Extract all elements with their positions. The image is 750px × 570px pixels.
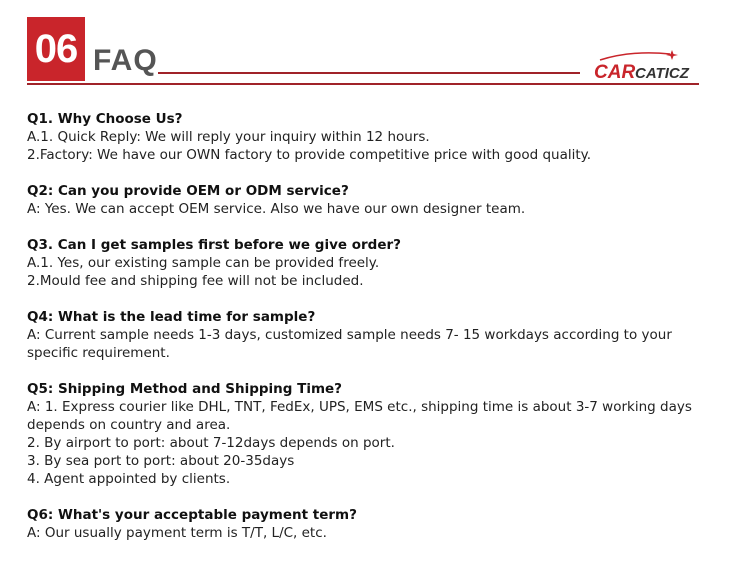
- logo-text-car: CAR: [594, 62, 636, 83]
- faq-answer: A.1. Quick Reply: We will reply your inquiry within 12 hours.: [27, 129, 430, 145]
- faq-item-3: [27, 236, 727, 290]
- section-number-badge: 06: [27, 17, 85, 81]
- faq-answer: A.1. Yes, our existing sample can be provided freely.: [27, 255, 380, 271]
- page-title: FAQ: [93, 44, 158, 77]
- faq-question: Q5: Shipping Method and Shipping Time?: [27, 381, 343, 397]
- faq-question: Q6: What's your acceptable payment term?: [27, 507, 357, 523]
- faq-answer: 4. Agent appointed by clients.: [27, 471, 231, 487]
- faq-item-4: [27, 308, 727, 362]
- faq-answer: 2. By airport to port: about 7-12days depends on port.: [27, 435, 395, 451]
- faq-list: [27, 110, 727, 560]
- faq-question: Q2: Can you provide OEM or ODM service?: [27, 183, 349, 199]
- faq-question: Q1. Why Choose Us?: [27, 111, 183, 127]
- carcaticz-logo: [592, 48, 704, 84]
- faq-answer: 2.Factory: We have our OWN factory to provide competitive price with good quality.: [27, 147, 592, 163]
- faq-answer: A: Our usually payment term is T/T, L/C, etc.: [27, 525, 327, 541]
- faq-item-2: [27, 182, 727, 218]
- faq-item-6: [27, 506, 727, 542]
- faq-question: Q4: What is the lead time for sample?: [27, 309, 316, 325]
- faq-answer: 2.Mould fee and shipping fee will not be included.: [27, 273, 364, 289]
- section-header: [0, 0, 750, 100]
- faq-answer: 3. By sea port to port: about 20-35days: [27, 453, 295, 469]
- faq-answer: A: Current sample needs 1-3 days, customized sample needs 7- 15 workdays according to your specific requirement.: [27, 327, 672, 361]
- faq-item-5: [27, 380, 727, 488]
- faq-answer: A: Yes. We can accept OEM service. Also we have our own designer team.: [27, 201, 526, 217]
- faq-question: Q3. Can I get samples first before we give order?: [27, 237, 401, 253]
- faq-answer: A: 1. Express courier like DHL, TNT, FedEx, UPS, EMS etc., shipping time is about 3-7 working days depends on country and area.: [27, 399, 692, 433]
- logo-text-caticz: CATICZ: [635, 65, 689, 82]
- faq-item-1: [27, 110, 727, 164]
- title-underline: [158, 72, 580, 74]
